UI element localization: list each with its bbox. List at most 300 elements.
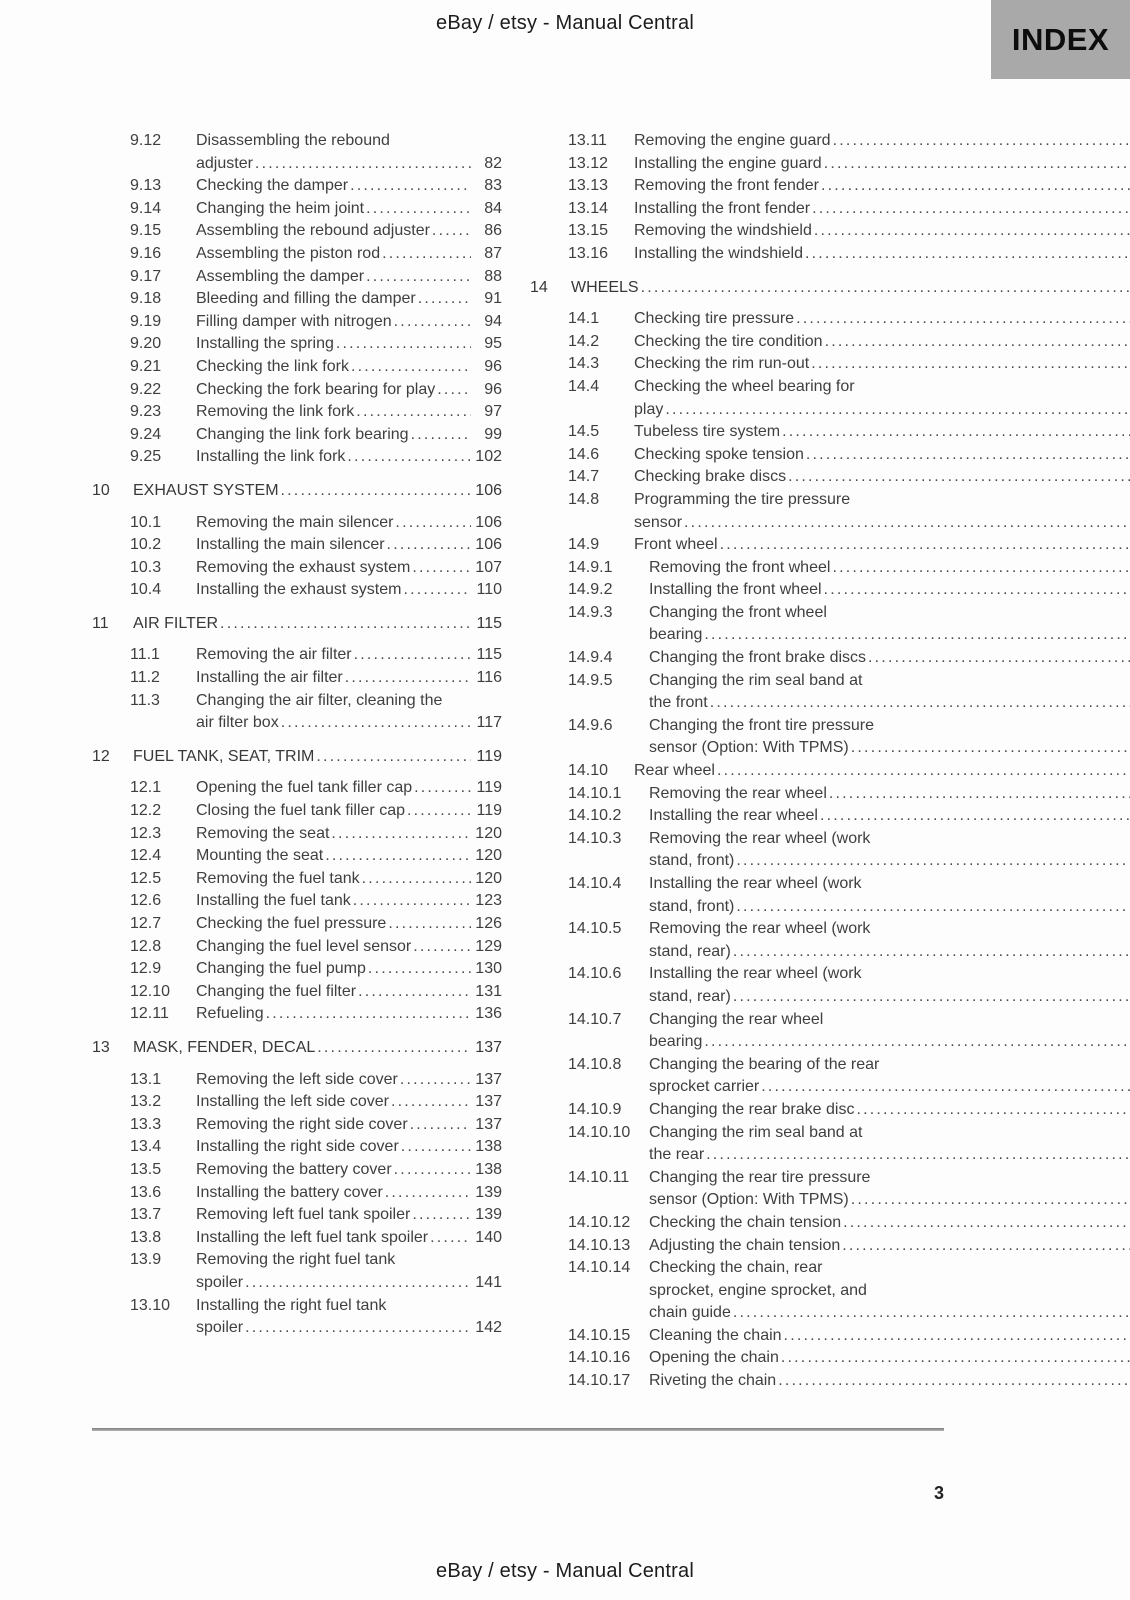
toc-title-text: Removing the right side cover [196, 1115, 408, 1133]
toc-title [196, 936, 502, 959]
toc-number: 13.16 [568, 244, 609, 262]
dot-leader [411, 424, 471, 447]
toc-page-ref: 106 [475, 481, 502, 499]
toc-title-text: Checking the fork bearing for play [196, 380, 436, 398]
dot-leader [788, 466, 1130, 489]
dot-leader [316, 746, 471, 769]
toc-number: 13.14 [568, 199, 609, 217]
toc-entry-row [568, 647, 1130, 670]
dot-leader [825, 331, 1130, 354]
toc-entry-row [130, 800, 502, 823]
toc-number: 13.6 [130, 1183, 162, 1201]
toc-title-text: sensor (Option: With TPMS) [649, 739, 849, 757]
toc-title [196, 175, 502, 198]
dot-leader [382, 243, 471, 266]
toc-title-text: Installing the battery cover [196, 1183, 383, 1201]
toc-title [196, 890, 502, 913]
dot-leader [733, 986, 1130, 1009]
toc-page-ref: 115 [476, 646, 502, 664]
dot-leader [245, 1272, 471, 1295]
toc-number: 14.10.1 [568, 784, 622, 802]
dot-leader [833, 130, 1130, 153]
toc-entry-row [568, 579, 1130, 602]
toc-page-ref: 137 [475, 1115, 502, 1133]
toc-entry-row [568, 421, 1130, 444]
toc-title-line [634, 353, 1130, 376]
toc-title-text: Checking the chain tension [649, 1213, 842, 1231]
toc-title [649, 1347, 1130, 1370]
toc-entry-row [568, 805, 1130, 828]
toc-entry-row [130, 446, 502, 469]
toc-title-text: Installing the left side cover [196, 1093, 389, 1111]
toc-title-line [196, 311, 502, 334]
toc-title-line: Removing the rear wheel (work [649, 920, 871, 938]
toc-title-line: sprocket, engine sprocket, and [649, 1281, 867, 1299]
toc-entry-row [568, 918, 1130, 963]
toc-number: 14.10.15 [568, 1326, 631, 1344]
toc-page-ref: 88 [484, 267, 502, 285]
toc-title-line [196, 579, 502, 602]
toc-title-line [649, 1189, 1130, 1212]
dot-leader [347, 446, 471, 469]
toc-title-line [196, 512, 502, 535]
toc-title [649, 1325, 1130, 1348]
toc-title [634, 198, 1130, 221]
toc-title-text: Rear wheel [634, 762, 715, 780]
toc-entry-row [130, 243, 502, 266]
toc-title-line [196, 557, 502, 580]
toc-number: 10.4 [130, 581, 162, 599]
toc-number: 14.5 [568, 423, 600, 441]
toc-entry-row [568, 873, 1130, 918]
toc-entry-row [130, 379, 502, 402]
toc-title-line [196, 913, 502, 936]
dot-leader [868, 647, 1130, 670]
toc-entry-row [568, 353, 1130, 376]
toc-title-text: EXHAUST SYSTEM [133, 481, 279, 499]
toc-title-text: Removing the main silencer [196, 513, 394, 531]
toc-title-text: Opening the chain [649, 1349, 779, 1367]
toc-number: 14.10 [568, 762, 609, 780]
toc-number: 9.12 [130, 132, 162, 149]
toc-number: 14.10.14 [568, 1259, 631, 1277]
toc-title-text: adjuster [196, 154, 253, 172]
toc-number: 14.3 [568, 355, 600, 373]
toc-title-text: play [634, 400, 664, 418]
toc-title-line [634, 466, 1130, 489]
toc-title [133, 480, 502, 503]
toc-number: 9.24 [130, 425, 162, 443]
toc-title [196, 130, 502, 175]
toc-title-line [634, 175, 1130, 198]
table-of-contents [92, 130, 938, 1393]
dot-leader [354, 644, 471, 667]
toc-title-text: Changing the front brake discs [649, 649, 867, 667]
toc-title-text: Removing the battery cover [196, 1160, 392, 1178]
toc-title [196, 845, 502, 868]
toc-title [634, 353, 1130, 376]
toc-number: 14.4 [568, 377, 600, 395]
toc-title-line [634, 198, 1130, 221]
toc-number: 14.10.3 [568, 829, 622, 847]
toc-title [634, 243, 1130, 266]
toc-number: 13.2 [130, 1093, 162, 1111]
toc-title [196, 1295, 502, 1340]
toc-title-line [196, 936, 502, 959]
toc-page-ref: 137 [475, 1093, 502, 1111]
dot-leader [385, 1182, 471, 1205]
toc-title-text: Removing the rear wheel [649, 784, 827, 802]
toc-page-ref: 119 [476, 747, 502, 765]
toc-title-text: Checking spoke tension [634, 445, 804, 463]
dot-leader [736, 850, 1130, 873]
toc-title-line [634, 760, 1130, 783]
toc-title [649, 557, 1130, 580]
dot-leader [403, 579, 471, 602]
dot-leader [811, 353, 1130, 376]
toc-section-row [92, 1037, 502, 1060]
toc-number: 14.10.5 [568, 920, 622, 938]
toc-page-ref: 106 [475, 536, 502, 554]
toc-title [196, 333, 502, 356]
toc-title [649, 1009, 1130, 1054]
toc-number: 9.22 [130, 380, 162, 398]
toc-entry-row [568, 376, 1130, 421]
toc-title [649, 579, 1130, 602]
toc-number: 9.13 [130, 177, 162, 195]
toc-number: 14.10.16 [568, 1349, 631, 1367]
toc-entry-row [130, 266, 502, 289]
toc-number: 9.25 [130, 448, 162, 466]
toc-page-ref: 120 [475, 847, 502, 865]
toc-title [649, 1235, 1130, 1258]
toc-entry-row [130, 288, 502, 311]
toc-page-ref: 120 [475, 824, 502, 842]
dot-leader [388, 913, 471, 936]
toc-page-ref: 137 [475, 1038, 502, 1056]
toc-page-ref: 84 [484, 199, 502, 217]
toc-number: 10.3 [130, 558, 162, 576]
toc-entry-row [568, 130, 1130, 153]
toc-title [196, 243, 502, 266]
toc-title [649, 1257, 1130, 1325]
toc-entry-row [130, 1091, 502, 1114]
toc-title-text: Front wheel [634, 536, 718, 554]
toc-title-line [649, 692, 1130, 715]
toc-entry-row [130, 958, 502, 981]
toc-number: 10.2 [130, 536, 162, 554]
toc-title-line [196, 1182, 502, 1205]
toc-number: 14.10.12 [568, 1213, 631, 1231]
dot-leader [331, 823, 471, 846]
toc-section-row [92, 746, 502, 769]
toc-entry-row [568, 1122, 1130, 1167]
toc-page-ref: 142 [475, 1319, 502, 1337]
toc-title-line [196, 379, 502, 402]
toc-entry-row [130, 913, 502, 936]
toc-number: 9.21 [130, 357, 162, 375]
toc-number: 11 [92, 614, 109, 632]
toc-title [649, 963, 1130, 1008]
toc-title-text: Removing the fuel tank [196, 869, 360, 887]
toc-title-line [649, 1076, 1130, 1099]
toc-entry-row [568, 1235, 1130, 1258]
toc-entry-row [568, 175, 1130, 198]
toc-number: 14.9.6 [568, 716, 613, 734]
toc-entry-row [568, 308, 1130, 331]
toc-entry-row [568, 1370, 1130, 1393]
toc-title-text: air filter box [196, 714, 279, 732]
dot-leader [733, 941, 1130, 964]
toc-number: 13 [92, 1038, 110, 1056]
toc-title [649, 805, 1130, 828]
toc-title [196, 220, 502, 243]
toc-title-text: bearing [649, 1033, 703, 1051]
dot-leader [412, 557, 471, 580]
dot-leader [720, 534, 1130, 557]
toc-title-line [133, 480, 502, 503]
toc-title-text: Checking the fuel pressure [196, 915, 387, 932]
toc-title-line [196, 890, 502, 913]
dot-leader [391, 1091, 471, 1114]
page-header-title: eBay / etsy - Manual Central [436, 12, 694, 34]
toc-entry-row [130, 1295, 502, 1340]
toc-title-line [634, 534, 1130, 557]
toc-title-line: Checking the chain, rear [649, 1259, 823, 1277]
toc-title-line [196, 1136, 502, 1159]
toc-title-text: Changing the link fork bearing [196, 425, 409, 443]
toc-number: 13.13 [568, 177, 609, 195]
dot-leader [387, 534, 471, 557]
toc-title-text: MASK, FENDER, DECAL [133, 1038, 316, 1056]
toc-entry-row [130, 868, 502, 891]
toc-number: 14.10.13 [568, 1236, 631, 1254]
toc-title-line: Changing the bearing of the rear [649, 1055, 880, 1073]
toc-entry-row [568, 243, 1130, 266]
toc-title-line [196, 288, 502, 311]
toc-title [196, 1227, 502, 1250]
toc-page-ref: 126 [475, 915, 502, 932]
dot-leader [829, 783, 1130, 806]
toc-entry-row [130, 198, 502, 221]
toc-page-ref: 86 [484, 222, 502, 240]
toc-number: 9.15 [130, 222, 162, 240]
toc-title-line [196, 198, 502, 221]
dot-leader [704, 624, 1130, 647]
toc-number: 10 [92, 481, 110, 499]
toc-title-text: Installing the front wheel [649, 581, 822, 599]
dot-leader [395, 512, 471, 535]
toc-title [196, 1182, 502, 1205]
toc-title-text: Changing the rear brake disc [649, 1100, 855, 1118]
toc-title-line [196, 981, 502, 1004]
toc-page-ref: 83 [484, 177, 502, 195]
toc-title-text: Changing the fuel pump [196, 960, 366, 978]
toc-section-row [530, 277, 1130, 300]
toc-number: 12.6 [130, 892, 162, 910]
toc-title [649, 670, 1130, 715]
toc-number: 9.18 [130, 290, 162, 308]
toc-title [196, 958, 502, 981]
toc-number: 9.20 [130, 335, 162, 353]
toc-title-text: Riveting the chain [649, 1372, 777, 1390]
toc-page-ref: 140 [475, 1228, 502, 1246]
toc-title-text: Removing the windshield [634, 222, 812, 240]
toc-title [196, 288, 502, 311]
toc-title-text: Mounting the seat [196, 847, 324, 865]
toc-title-line [196, 667, 502, 690]
toc-title-line: Changing the front tire pressure [649, 716, 875, 734]
toc-page-ref: 119 [476, 779, 502, 797]
dot-leader [281, 712, 471, 735]
toc-number: 14.9.5 [568, 671, 613, 689]
toc-title-text: Installing the main silencer [196, 536, 385, 554]
dot-leader [814, 220, 1130, 243]
page-footer-title: eBay / etsy - Manual Central [436, 1560, 694, 1582]
toc-entry-row [130, 333, 502, 356]
toc-title-line [196, 333, 502, 356]
toc-title-line [196, 266, 502, 289]
toc-page-ref: 141 [475, 1273, 502, 1291]
toc-entry-row [130, 220, 502, 243]
toc-entry-row [130, 1069, 502, 1092]
toc-title-line: Removing the rear wheel (work [649, 829, 871, 847]
toc-title [634, 421, 1130, 444]
toc-entry-row [130, 1249, 502, 1294]
toc-title-line: Changing the front wheel [649, 603, 827, 621]
toc-entry-row [568, 1347, 1130, 1370]
toc-title-line [196, 868, 502, 891]
toc-title [196, 1003, 502, 1026]
toc-title-line [196, 800, 502, 823]
toc-entry-row [130, 401, 502, 424]
toc-page-ref: 139 [475, 1206, 502, 1224]
toc-title-line [196, 958, 502, 981]
toc-number: 14.10.10 [568, 1123, 631, 1141]
toc-title-text: stand, front) [649, 897, 735, 915]
dot-leader [812, 198, 1130, 221]
toc-title-text: Removing the front fender [634, 177, 819, 195]
toc-title-line [634, 153, 1130, 176]
toc-page-ref: 96 [484, 380, 502, 398]
dot-leader [665, 399, 1130, 422]
toc-entry-row [568, 557, 1130, 580]
dot-leader [796, 308, 1130, 331]
toc-number: 14.6 [568, 445, 600, 463]
toc-title [196, 311, 502, 334]
dot-leader [356, 401, 471, 424]
toc-title-line [196, 845, 502, 868]
dot-leader [806, 444, 1130, 467]
toc-title-line [649, 1347, 1130, 1370]
toc-title-line: Installing the rear wheel (work [649, 875, 862, 892]
toc-title-text: Removing the air filter [196, 646, 352, 664]
toc-number: 14.10.11 [568, 1168, 630, 1186]
toc-number: 14.9.4 [568, 649, 613, 667]
toc-title [634, 376, 1130, 421]
toc-title-line [196, 356, 502, 379]
toc-title-line [649, 579, 1130, 602]
toc-page-ref: 99 [484, 425, 502, 443]
toc-title [196, 868, 502, 891]
toc-title-text: Assembling the piston rod [196, 244, 381, 262]
dot-leader [432, 220, 471, 243]
toc-title-line [196, 823, 502, 846]
toc-page-ref: 115 [476, 614, 502, 632]
toc-page-ref: 129 [475, 937, 502, 955]
toc-title-line [196, 1091, 502, 1114]
toc-title-line [649, 1031, 1130, 1054]
toc-title-line [634, 130, 1130, 153]
toc-title-line [571, 277, 1130, 300]
toc-page-ref: 117 [476, 714, 502, 732]
dot-leader [805, 243, 1130, 266]
toc-title [196, 379, 502, 402]
toc-title-line [634, 308, 1130, 331]
toc-title-line: Removing the right fuel tank [196, 1251, 396, 1269]
toc-title [634, 331, 1130, 354]
toc-title-line [196, 175, 502, 198]
toc-title [196, 1091, 502, 1114]
toc-title [196, 512, 502, 535]
toc-title-line: Changing the rim seal band at [649, 1123, 863, 1141]
toc-title-line [634, 444, 1130, 467]
toc-page-ref: 87 [484, 244, 502, 262]
toc-title-line [196, 424, 502, 447]
toc-title-line [649, 805, 1130, 828]
toc-title-line [649, 896, 1130, 919]
toc-entry-row [568, 715, 1130, 760]
toc-title-text: Installing the rear wheel [649, 807, 818, 825]
toc-title [634, 153, 1130, 176]
toc-title-text: Changing the fuel filter [196, 982, 357, 1000]
dot-leader [437, 379, 471, 402]
toc-title-text: Removing the engine guard [634, 132, 831, 149]
toc-entry-row [568, 466, 1130, 489]
toc-page-ref: 97 [484, 403, 502, 421]
toc-title-text: Checking the rim run-out [634, 355, 810, 373]
toc-title-line [196, 243, 502, 266]
toc-title-line [196, 1272, 502, 1295]
toc-entry-row [568, 1257, 1130, 1325]
toc-number: 13.5 [130, 1160, 162, 1178]
toc-title-line [196, 534, 502, 557]
toc-page-ref: 136 [475, 1005, 502, 1023]
toc-number: 11.3 [130, 691, 160, 709]
toc-number: 12.5 [130, 869, 162, 887]
dot-leader [351, 356, 471, 379]
dot-leader [412, 1204, 471, 1227]
toc-title [196, 913, 502, 936]
toc-entry-row [130, 311, 502, 334]
toc-title-text: Installing the left fuel tank spoiler [196, 1228, 429, 1246]
toc-title [196, 1159, 502, 1182]
toc-entry-row [130, 1204, 502, 1227]
toc-title-line [649, 1370, 1130, 1393]
toc-title-line [196, 446, 502, 469]
toc-page-ref: 102 [475, 448, 502, 466]
toc-title-text: Removing the seat [196, 824, 330, 842]
toc-title-text: Checking the tire condition [634, 332, 823, 350]
toc-page-ref: 119 [476, 802, 502, 820]
dot-leader [266, 1003, 471, 1026]
toc-entry-row [130, 1003, 502, 1026]
toc-title-text: Installing the fuel tank [196, 892, 351, 910]
toc-number: 12.7 [130, 915, 162, 932]
toc-number: 12.1 [130, 779, 162, 797]
toc-title [196, 1069, 502, 1092]
toc-entry-row [568, 1167, 1130, 1212]
